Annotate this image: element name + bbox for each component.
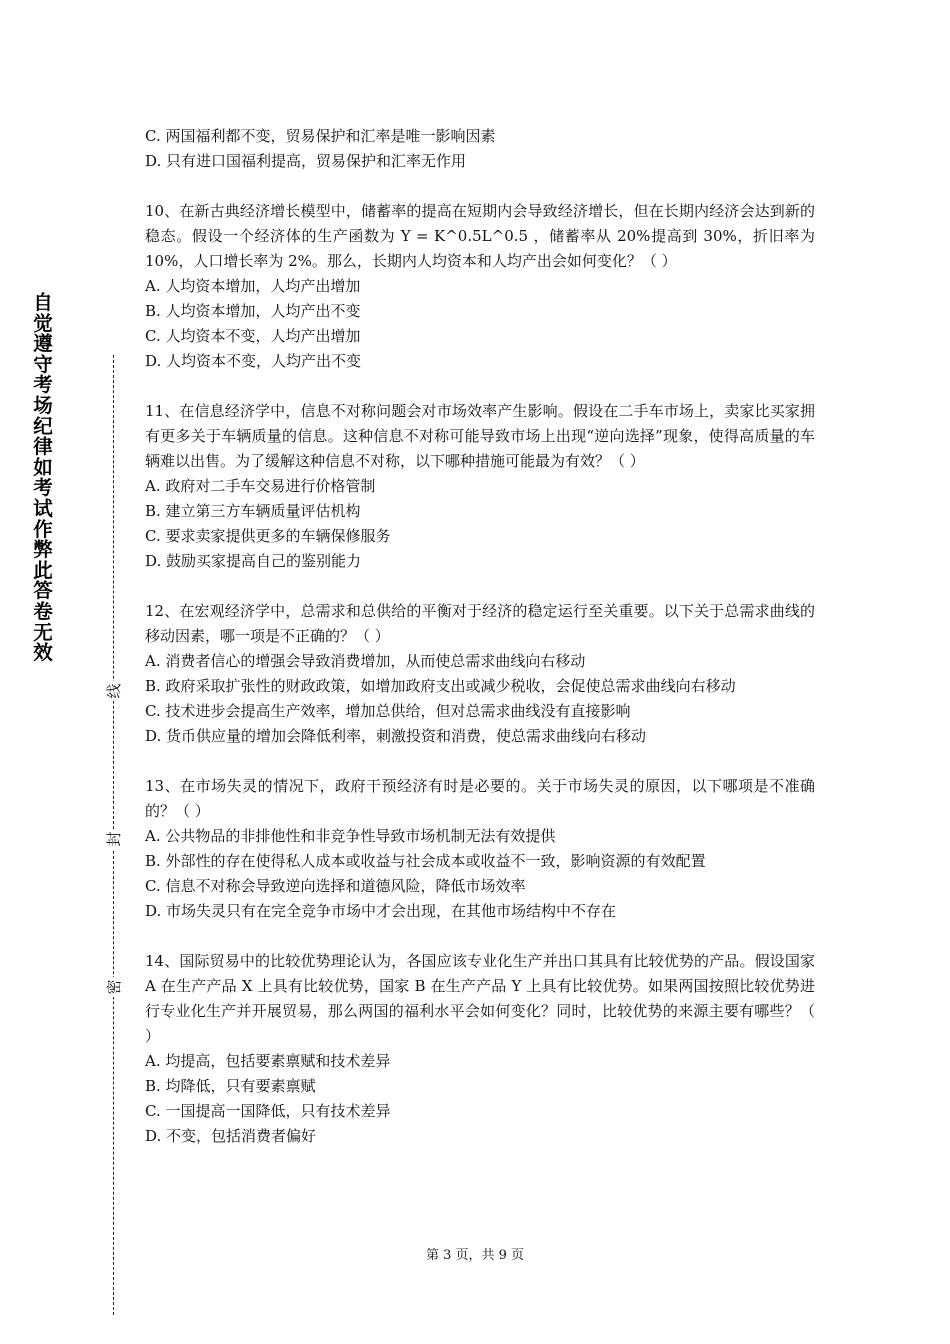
option-a: A. 均提高，包括要素禀赋和技术差异 [145, 1052, 391, 1070]
option-b: B. 政府采取扩张性的财政政策，如增加政府支出或减少税收，会促使总需求曲线向右移动 [145, 677, 736, 695]
question-10 [145, 199, 815, 374]
option-b: B. 建立第三方车辆质量评估机构 [145, 502, 361, 520]
option-c: C. 技术进步会提高生产效率，增加总供给，但对总需求曲线没有直接影响 [145, 702, 631, 720]
option-a: A. 公共物品的非排他性和非竞争性导致市场机制无法有效提供 [145, 827, 556, 845]
page-number: 第 3 页，共 9 页 [425, 1248, 525, 1263]
question-12 [145, 599, 815, 749]
option-c: C. 两国福利都不变，贸易保护和汇率是唯一影响因素 [145, 127, 496, 145]
option-d: D. 只有进口国福利提高，贸易保护和汇率无作用 [145, 152, 467, 170]
exam-content [145, 124, 815, 1174]
question-stem: 12、在宏观经济学中，总需求和总供给的平衡对于经济的稳定运行至关重要。以下关于总需求曲线的移动因素，哪一项是不正确的？（ ） [145, 602, 815, 645]
question-stem: 13、在市场失灵的情况下，政府干预经济有时是必要的。关于市场失灵的原因，以下哪项是不准确的？（ ） [145, 777, 815, 820]
option-a: A. 消费者信心的增强会导致消费增加，从而使总需求曲线向右移动 [145, 652, 586, 670]
option-c: C. 一国提高一国降低，只有技术差异 [145, 1102, 391, 1120]
continued-options [145, 124, 815, 174]
option-a: A. 人均资本增加，人均产出增加 [145, 277, 361, 295]
option-b: B. 外部性的存在使得私人成本或收益与社会成本或收益不一致，影响资源的有效配置 [145, 852, 706, 870]
binding-label-mi: 密 [105, 977, 123, 997]
binding-label-feng: 封 [105, 829, 123, 849]
option-b: B. 人均资本增加，人均产出不变 [145, 302, 361, 320]
option-c: C. 信息不对称会导致逆向选择和道德风险，降低市场效率 [145, 877, 526, 895]
option-d: D. 市场失灵只有在完全竞争市场中才会出现，在其他市场结构中不存在 [145, 902, 617, 920]
option-c: C. 要求卖家提供更多的车辆保修服务 [145, 527, 391, 545]
option-d: D. 人均资本不变，人均产出不变 [145, 352, 362, 370]
exam-discipline-warning: 自觉遵守考场纪律如考试作弊此答卷无效 [33, 291, 53, 665]
option-a: A. 政府对二手车交易进行价格管制 [145, 477, 376, 495]
binding-label-xian: 线 [105, 681, 123, 701]
question-stem: 11、在信息经济学中，信息不对称问题会对市场效率产生影响。假设在二手车市场上，卖家比买家拥有更多关于车辆质量的信息。这种信息不对称可能导致市场上出现“逆向选择”现象，使得高质量的车辆难以出售。为了缓解这种信息不对称，以下哪种措施可能最为有效？（ ） [145, 402, 815, 470]
question-stem: 10、在新古典经济增长模型中，储蓄率的提高在短期内会导致经济增长，但在长期内经济会达到新的稳态。假设一个经济体的生产函数为 Y = K^0.5L^0.5 ，储蓄率从 20%提高到 30%，折旧率为 10%，人口增长率为 2%。那么，长期内人均资本和人均产出会如何变化？（ ） [145, 202, 815, 270]
question-11 [145, 399, 815, 574]
option-c: C. 人均资本不变，人均产出增加 [145, 327, 361, 345]
question-14 [145, 949, 815, 1149]
question-13 [145, 774, 815, 924]
option-b: B. 均降低，只有要素禀赋 [145, 1077, 316, 1095]
option-d: D. 鼓励买家提高自己的鉴别能力 [145, 552, 362, 570]
option-d: D. 货币供应量的增加会降低利率，刺激投资和消费，使总需求曲线向右移动 [145, 727, 647, 745]
question-stem: 14、国际贸易中的比较优势理论认为，各国应该专业化生产并出口其具有比较优势的产品。假设国家 A 在生产产品 X 上具有比较优势，国家 B 在生产产品 Y 上具有比较优势。如果两国按照比较优势进行专业化生产并开展贸易，那么两国的福利水平会如何变化？同时，比较优势的来源主要有哪些？（ ） [145, 952, 815, 1045]
option-d: D. 不变，包括消费者偏好 [145, 1127, 317, 1145]
